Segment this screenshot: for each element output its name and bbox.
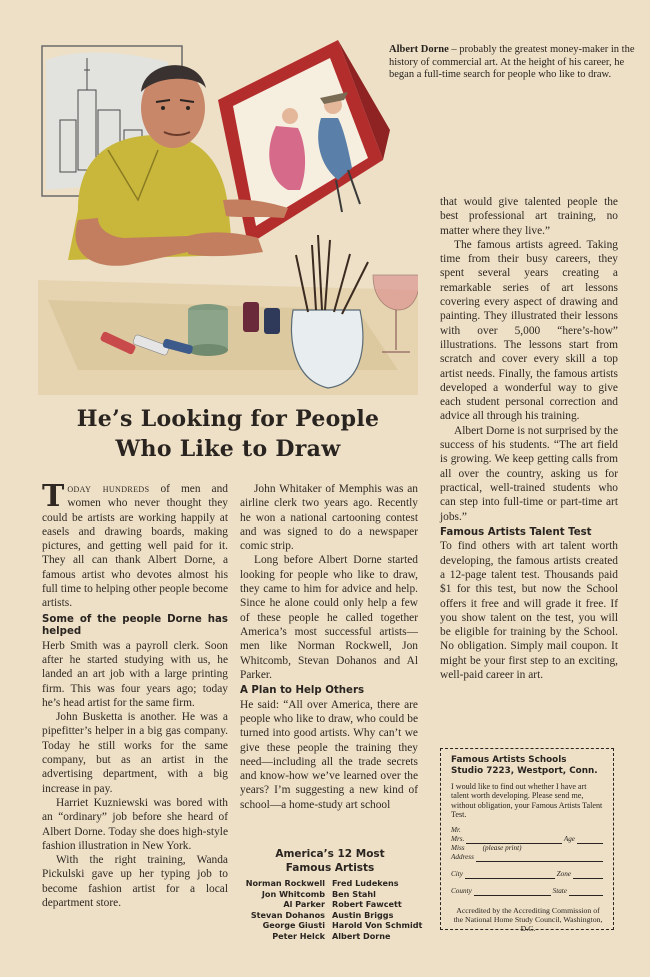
form-row-address [451, 853, 605, 862]
artist-illustration [38, 40, 418, 395]
form-row-miss [451, 844, 605, 853]
label-address: Address [451, 852, 474, 861]
artist-name: Ben Stahl [332, 888, 376, 899]
artist-name: Austin Briggs [332, 909, 394, 920]
artist-name: Norman Rockwell [245, 878, 325, 888]
artists-list [232, 878, 428, 942]
paragraph-surprised: Albert Dorne is not surprised by the success of his students. “The art field is growing. We keep getting calls from all over the country, asking us for practical, well-trained students who can step into full-time or part-time art jobs.” [440, 424, 618, 523]
form-row-city [451, 870, 605, 879]
artist-name: Fred Ludekens [332, 878, 399, 888]
artists-title-line2: Famous Artists [285, 861, 375, 874]
artists-title-line1: America’s 12 Most [275, 848, 385, 860]
name-field[interactable] [466, 836, 561, 844]
label-please-print: (please print) [482, 843, 522, 852]
paragraph-wanda: With the right training, Wanda Pickulski gave up her typing job to become fashion artist for a local department store. [42, 854, 228, 910]
accreditation-note: Accredited by the Accrediting Commission of the National Home Study Council, Washington, D.C. [453, 905, 603, 933]
caption-name: Albert Dorne [389, 44, 449, 55]
artist-name: Stevan Dohanos [250, 909, 325, 920]
artist-name: Harold Von Schmidt [332, 920, 423, 931]
illustration-caption [389, 44, 639, 82]
paragraph-harriet: Harriet Kuzniewski was bored with an “ordinary” job before she heard of Albert Dorne. Today she does high-style fashion illustration in New York. [42, 796, 228, 852]
section-heading-plan: A Plan to Help Others [240, 685, 365, 697]
section-heading-talent-test: Famous Artists Talent Test [440, 526, 592, 538]
paragraph-continued: that would give talented people the best professional art training, no matter where they live.” [440, 196, 618, 237]
label-mrs: Mrs. [451, 834, 465, 843]
label-city: City [451, 869, 463, 878]
label-miss: Miss [451, 843, 465, 852]
address-field[interactable] [476, 854, 603, 862]
coupon-title: Famous Artists Schools [451, 755, 567, 765]
paragraph-whitaker: John Whitaker of Memphis was an airline clerk two years ago. Recently he won a national cartooning contest and was signed to do a newspaper comic strip. [240, 483, 418, 553]
intro-text: of men and women who never thought they could be artists are working happily at easels and drawing boards, making pictures, and getting well paid for it. They all can thank Albert Dorne, a famous artist who devotes almost his full time to helping other people become artists. [42, 483, 229, 610]
label-state: State [552, 886, 567, 895]
paragraph-john: John Busketta is another. He was a pipefitter’s helper in a big gas company. Today he still works for the same company, but as an artist in the advertising department, with a big increase in pay. [42, 711, 228, 795]
article-column-3 [440, 195, 618, 682]
label-county: County [451, 886, 472, 895]
intro-paragraph [42, 479, 229, 611]
county-field[interactable] [474, 888, 551, 896]
article-column-2 [240, 482, 418, 812]
intro-smallcaps: oday hundreds [67, 483, 150, 495]
headline [42, 404, 414, 464]
state-field[interactable] [569, 888, 603, 896]
label-age: Age [563, 834, 575, 843]
artist-name: Al Parker [283, 899, 325, 910]
headline-line1: He’s Looking for People [76, 406, 380, 432]
zone-field[interactable] [573, 871, 603, 879]
section-heading-helped: Some of the people Dorne has helped [42, 613, 228, 638]
paragraph-plan: He said: “All over America, there are people who like to draw, who could be turned into good artists. Why can’t we give these people the training they need—including all the trade secrets and know-how we’ve learned over the years? I’m suggesting a new kind of school—a home-study art school [240, 698, 418, 811]
paragraph-herb: Herb Smith was a payroll clerk. Soon after he started studying with us, he landed an art job with a large printing firm. This was four years ago; today he’s head artist for the same firm. [42, 639, 228, 709]
artist-name: Albert Dorne [332, 930, 391, 941]
label-mr: Mr. [451, 825, 461, 834]
article-column-1 [42, 479, 229, 910]
headline-line2: Who Like to Draw [115, 436, 341, 462]
form-row-county [451, 887, 605, 896]
paragraph-test: To find others with art talent worth developing, the famous artists created a 12-page talent test. Thousands paid $1 for this test, but now the School offers it free and will grade it free. If you show talent on the test, you will be eligible for training by the School. No obligation. Simply mail coupon. It might be your first step to an exciting, well-paid career in art. [440, 540, 618, 681]
city-field[interactable] [465, 871, 555, 879]
coupon-body: I would like to find out whether I have art talent worth developing. Please send me, without obligation, your Famous Artists Talent Test. [451, 782, 603, 820]
label-zone: Zone [556, 869, 571, 878]
paragraph-long-before: Long before Albert Dorne started looking for people who like to draw, they came to him for advice and help. Since he alone could only help a few of these people he called together America’s most successful artists—men like Norman Rockwell, Jon Whitcomb, Stevan Dohanos and Al Parker. [240, 554, 418, 681]
paragraph-agreed: The famous artists agreed. Taking time from their busy careers, they spent several years creating a remarkable series of art lessons covering every aspect of drawing and painting. They illustrated their lessons with over 5,000 “here’s-how” illustrations. The lessons start from scratch and cover every skill a top artist needs. Finally, the famous artists developed a wonderful way to give each student personal correction and advice all through his training. [440, 238, 618, 423]
artist-name: Robert Fawcett [332, 899, 402, 910]
artist-name: Jon Whitcomb [261, 888, 325, 899]
artist-name: Peter Helck [272, 930, 325, 941]
drop-cap: T [42, 479, 65, 514]
coupon-form [451, 826, 605, 896]
coupon-address: Studio 7223, Westport, Conn. [451, 766, 598, 776]
mail-coupon [440, 748, 614, 933]
artists-title [240, 848, 420, 875]
age-field[interactable] [577, 836, 603, 844]
caption-text: – probably the greatest money-maker in the history of commercial art. At the height of his career, he began a full-time search for people who like to draw. [389, 44, 635, 80]
form-row-name [451, 835, 605, 844]
artist-name: George Giusti [262, 920, 325, 931]
